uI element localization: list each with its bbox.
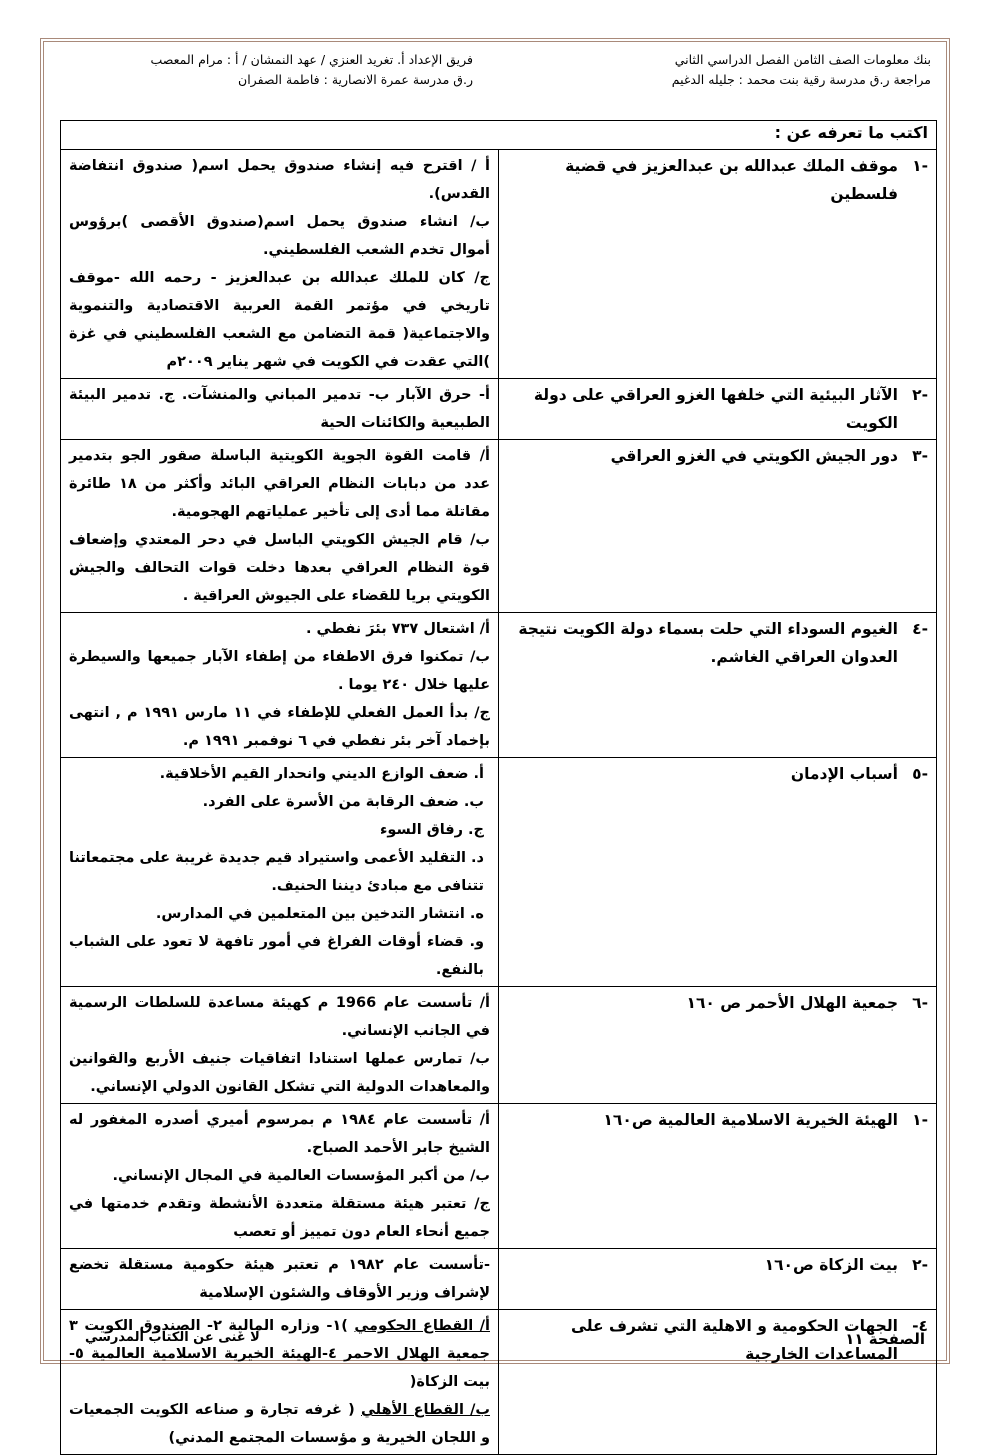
question-text: بيت الزكاة ص١٦٠: [764, 1256, 898, 1274]
answer-line: أ/ قامت القوة الجوية الكويتية الباسلة صقور الجو بتدمير عدد من دبابات النظام العراقي البائد وأكثر من ١٨ طائرة مقاتلة مما أدى إلى تأخير عملياتهم الهجومية.: [69, 448, 490, 520]
question-text: موقف الملك عبدالله بن عبدالعزيز في قضية فلسطين: [565, 157, 898, 203]
question-number: -١: [912, 157, 928, 175]
answer-cell: [61, 1249, 499, 1310]
question-number: ٤-: [912, 1317, 928, 1335]
question-number: -١: [912, 1111, 928, 1129]
answer-cell: [61, 440, 499, 613]
question-number: -٢: [912, 1256, 928, 1274]
answer-line: ه. انتشار التدخين بين المتعلمين في المدارس.: [155, 906, 484, 922]
answer-cell: [61, 987, 499, 1104]
answer-line: أ/ تأسست عام 1966 م كهيئة مساعدة للسلطات الرسمية في الجانب الإنساني.: [69, 995, 491, 1039]
private-sector-text: ( غرفه تجارة و صناعه الكويت الجمعيات و اللجان الخيرية و مؤسسات المجتمع المدني): [69, 1402, 490, 1446]
answer-cell: [61, 758, 499, 987]
table-row: [61, 150, 937, 379]
qa-table: [60, 120, 937, 1455]
question-text: دور الجيش الكويتي في الغزو العراقي: [610, 447, 898, 465]
table-row: [61, 379, 937, 440]
question-cell: [499, 613, 937, 758]
answer-cell: [61, 1104, 499, 1249]
question-number: -٤: [912, 620, 928, 638]
question-cell: [499, 987, 937, 1104]
answer-line: ب/ قام الجيش الكويتي الباسل في دحر المعتدي وإضعاف قوة النظام العراقي بعدها دخلت قوات التحالف والجيش الكويتي بريا للقضاء على الجيوش العراقية .: [69, 532, 490, 604]
header-left-line1: فريق الإعداد أ. تغريد العنزي / عهد النمشان / أ : مرام المعصب: [150, 52, 473, 67]
answer-line: أ/ تأسست عام ١٩٨٤ م بمرسوم أميري أصدره المغفور له الشيخ جابر الأحمد الصباح.: [69, 1112, 491, 1156]
header-left-line2: ر.ق مدرسة عمرة الانصارية : فاطمة الصفران: [238, 72, 473, 87]
question-number: -٥: [912, 765, 928, 783]
question-text: الهيئة الخيرية الاسلامية العالمية ص١٦٠: [603, 1111, 898, 1129]
header-left: [150, 50, 473, 90]
question-cell: [499, 440, 937, 613]
question-text: أسباب الإدمان: [790, 765, 898, 783]
private-sector-label: ب/ القطاع الأهلي: [361, 1402, 490, 1418]
table-row: [61, 1104, 937, 1249]
answer-line: ج/ بدأ العمل الفعلي للإطفاء في ١١ مارس ١٩٩١ م , انتهى بإخماد آخر بئر نفطي في ٦ نوفمبر ١٩٩١ م.: [69, 705, 490, 749]
question-cell: [499, 379, 937, 440]
question-number: -٦: [912, 994, 928, 1012]
answer-line: و. قضاء أوقات الفراغ في أمور تافهة لا تعود على الشباب بالنفع.: [69, 934, 484, 978]
answer-line: أ/ اشتعال ٧٣٧ بئرَ نفطي .: [305, 621, 490, 637]
answer-line: ج. رفاق السوء: [380, 822, 484, 838]
gov-sector-text: )١- وزاره المالية ٢- الصندوق الكويت ٣ جمعية الهلال الاحمر ٤-الهيئة الخيرية الاسلامية العالمية ٥- بيت الزكاة(: [69, 1318, 490, 1390]
answer-line: أ. ضعف الوازع الديني وانحدار القيم الأخلاقية.: [159, 766, 484, 782]
answer-cell: [61, 150, 499, 379]
question-cell: [499, 150, 937, 379]
table-row: [61, 987, 937, 1104]
answer-line: ب/ انشاء صندوق يحمل اسم(صندوق الأقصى )برؤوس أموال تخدم الشعب الفلسطيني.: [69, 214, 490, 258]
header-right-line1: بنك معلومات الصف الثامن الفصل الدراسي الثاني: [674, 52, 931, 67]
table-row: [61, 613, 937, 758]
answer-line: د. التقليد الأعمى واستيراد قيم جديدة غريبة على مجتمعاتنا تتنافى مع مبادئ ديننا الحنيف.: [69, 850, 484, 894]
question-text: الجهات الحكومية و الاهلية التي تشرف على المساعدات الخارجية: [571, 1317, 898, 1363]
question-number: -٢: [912, 386, 928, 404]
answer-line: أ / اقترح فيه إنشاء صندوق يحمل اسم( صندوق انتفاضة القدس).: [69, 158, 490, 202]
table-row: [61, 1249, 937, 1310]
question-cell: [499, 1249, 937, 1310]
answer-line: ج/ كان للملك عبدالله بن عبدالعزيز - رحمه الله -موقف تاريخي في مؤتمر القمة العربية الاقتصادية والتنموية والاجتماعية( قمة التضامن مع الشعب الفلسطيني في غزة )التي عقدت في الكويت في شهر يناير ٢٠٠٩م: [69, 270, 490, 370]
question-text: الآثار البيئية التي خلفها الغزو العراقي على دولة الكويت: [533, 386, 898, 432]
answer-line: ب/ تمكنوا فرق الاطفاء من إطفاء الآبار جميعها والسيطرة عليها خلال ٢٤٠ يوما .: [69, 649, 490, 693]
answer-cell: [61, 613, 499, 758]
answer-line: ب/ تمارس عملها استنادا اتفاقيات جنيف الأربع والقوانين والمعاهدات الدولية التي تشكل القانون الدولي الإنساني.: [69, 1051, 490, 1095]
table-row: [61, 758, 937, 987]
table-row: [61, 440, 937, 613]
question-cell: [499, 758, 937, 987]
table-heading: اكتب ما تعرفه عن :: [61, 121, 937, 150]
question-cell: [499, 1104, 937, 1249]
answer-line: ج/ تعتبر هيئة مستقلة متعددة الأنشطة وتقدم خدمتها في جميع أنحاء العام دون تمييز أو تعصب: [69, 1196, 490, 1240]
gov-sector-label: أ/ القطاع الحكومي: [354, 1318, 490, 1334]
answer-cell: [61, 379, 499, 440]
footer-note: لا غنى عن الكتاب المدرسي: [85, 1330, 260, 1345]
answer-line: -تأسست عام ١٩٨٢ م تعتبر هيئة حكومية مستقلة تخضع لإشراف وزير الأوقاف والشئون الإسلامية: [69, 1257, 490, 1301]
question-text: جمعية الهلال الأحمر ص ١٦٠: [686, 994, 898, 1012]
page-number: الصفحة ١١: [845, 1330, 925, 1348]
answer-line: ب. ضعف الرقابة من الأسرة على الفرد.: [202, 794, 484, 810]
answer-line: ب/ من أكبر المؤسسات العالمية في المجال الإنساني.: [112, 1168, 490, 1184]
question-text: الغيوم السوداء التي حلت بسماء دولة الكويت نتيجة العدوان العراقي الغاشم.: [518, 620, 898, 666]
answer-line: أ- حرق الآبار ب- تدمير المباني والمنشآت. ج. تدمير البيئة الطبيعية والكائنات الحية: [69, 387, 490, 431]
question-number: -٣: [912, 447, 928, 465]
header-right-line2: مراجعة ر.ق مدرسة رقية بنت محمد : جليله الدغيم: [671, 72, 931, 87]
header-right: [672, 50, 931, 90]
